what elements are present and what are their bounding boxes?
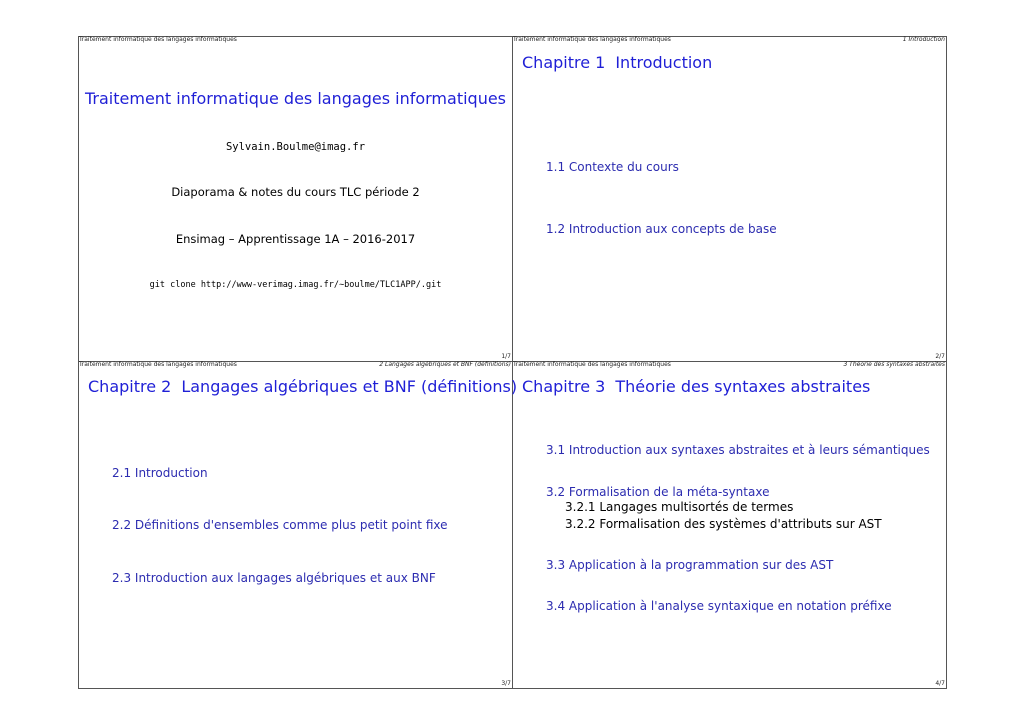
chapter-title: Théorie des syntaxes abstraites bbox=[615, 377, 871, 396]
slide-header-title: Traitement informatique des langages informatiques bbox=[79, 361, 237, 368]
slide-header-title: Traitement informatique des langages informatiques bbox=[513, 361, 671, 368]
chapter-title: Introduction bbox=[615, 53, 713, 72]
slide-1 bbox=[78, 36, 513, 362]
toc-section[interactable]: 1.2 Introduction aux concepts de base bbox=[546, 222, 777, 236]
toc-section[interactable]: 2.2 Définitions d'ensembles comme plus petit point fixe bbox=[112, 518, 448, 532]
toc-section[interactable]: 3.1 Introduction aux syntaxes abstraites et à leurs sémantiques bbox=[546, 443, 930, 457]
author-email: Sylvain.Boulme@imag.fr bbox=[225, 141, 366, 153]
toc-section[interactable]: 1.1 Contexte du cours bbox=[546, 160, 679, 174]
toc-section[interactable]: 3.2 Formalisation de la méta-syntaxe bbox=[546, 485, 770, 499]
slide-header-section: 3 Théorie des syntaxes abstraites bbox=[843, 361, 945, 368]
chapter-heading bbox=[522, 53, 712, 72]
chapter-heading bbox=[88, 377, 517, 396]
chapter-title: Langages algébriques et BNF (définitions) bbox=[181, 377, 518, 396]
page-number: 4/7 bbox=[935, 680, 945, 687]
toc-subsection[interactable]: 3.2.2 Formalisation des systèmes d'attributs sur AST bbox=[565, 517, 882, 531]
chapter-number: Chapitre 2 bbox=[88, 377, 172, 396]
page-number: 2/7 bbox=[935, 353, 945, 360]
toc-section[interactable]: 3.3 Application à la programmation sur des AST bbox=[546, 558, 834, 572]
slide-header-section: 2 Langages algébriques et BNF (définitions) bbox=[379, 361, 511, 368]
slide-header-title: Traitement informatique des langages informatiques bbox=[79, 36, 237, 43]
git-clone-command: git clone http://www-verimag.imag.fr/∼boulme/TLC1APP/.git bbox=[149, 280, 442, 290]
institution-line: Ensimag – Apprentissage 1A – 2016-2017 bbox=[175, 232, 416, 246]
chapter-number: Chapitre 1 bbox=[522, 53, 606, 72]
toc-section[interactable]: 2.1 Introduction bbox=[112, 466, 208, 480]
presentation-title: Traitement informatique des langages informatiques bbox=[84, 89, 507, 108]
page-number: 3/7 bbox=[501, 680, 511, 687]
chapter-number: Chapitre 3 bbox=[522, 377, 606, 396]
slide-header-section: 1 Introduction bbox=[902, 36, 945, 43]
slide-3 bbox=[78, 361, 518, 689]
slide-header-title: Traitement informatique des langages informatiques bbox=[513, 36, 671, 43]
page-number: 1/7 bbox=[501, 353, 511, 360]
toc-section[interactable]: 2.3 Introduction aux langages algébriques et aux BNF bbox=[112, 571, 436, 585]
slide-2 bbox=[513, 36, 947, 362]
chapter-heading bbox=[522, 377, 870, 396]
toc-section[interactable]: 3.4 Application à l'analyse syntaxique en notation préfixe bbox=[546, 599, 892, 613]
toc-subsection[interactable]: 3.2.1 Langages multisortés de termes bbox=[565, 500, 794, 514]
presentation-subtitle: Diaporama & notes du cours TLC période 2 bbox=[171, 185, 420, 199]
slide-4 bbox=[513, 362, 947, 689]
